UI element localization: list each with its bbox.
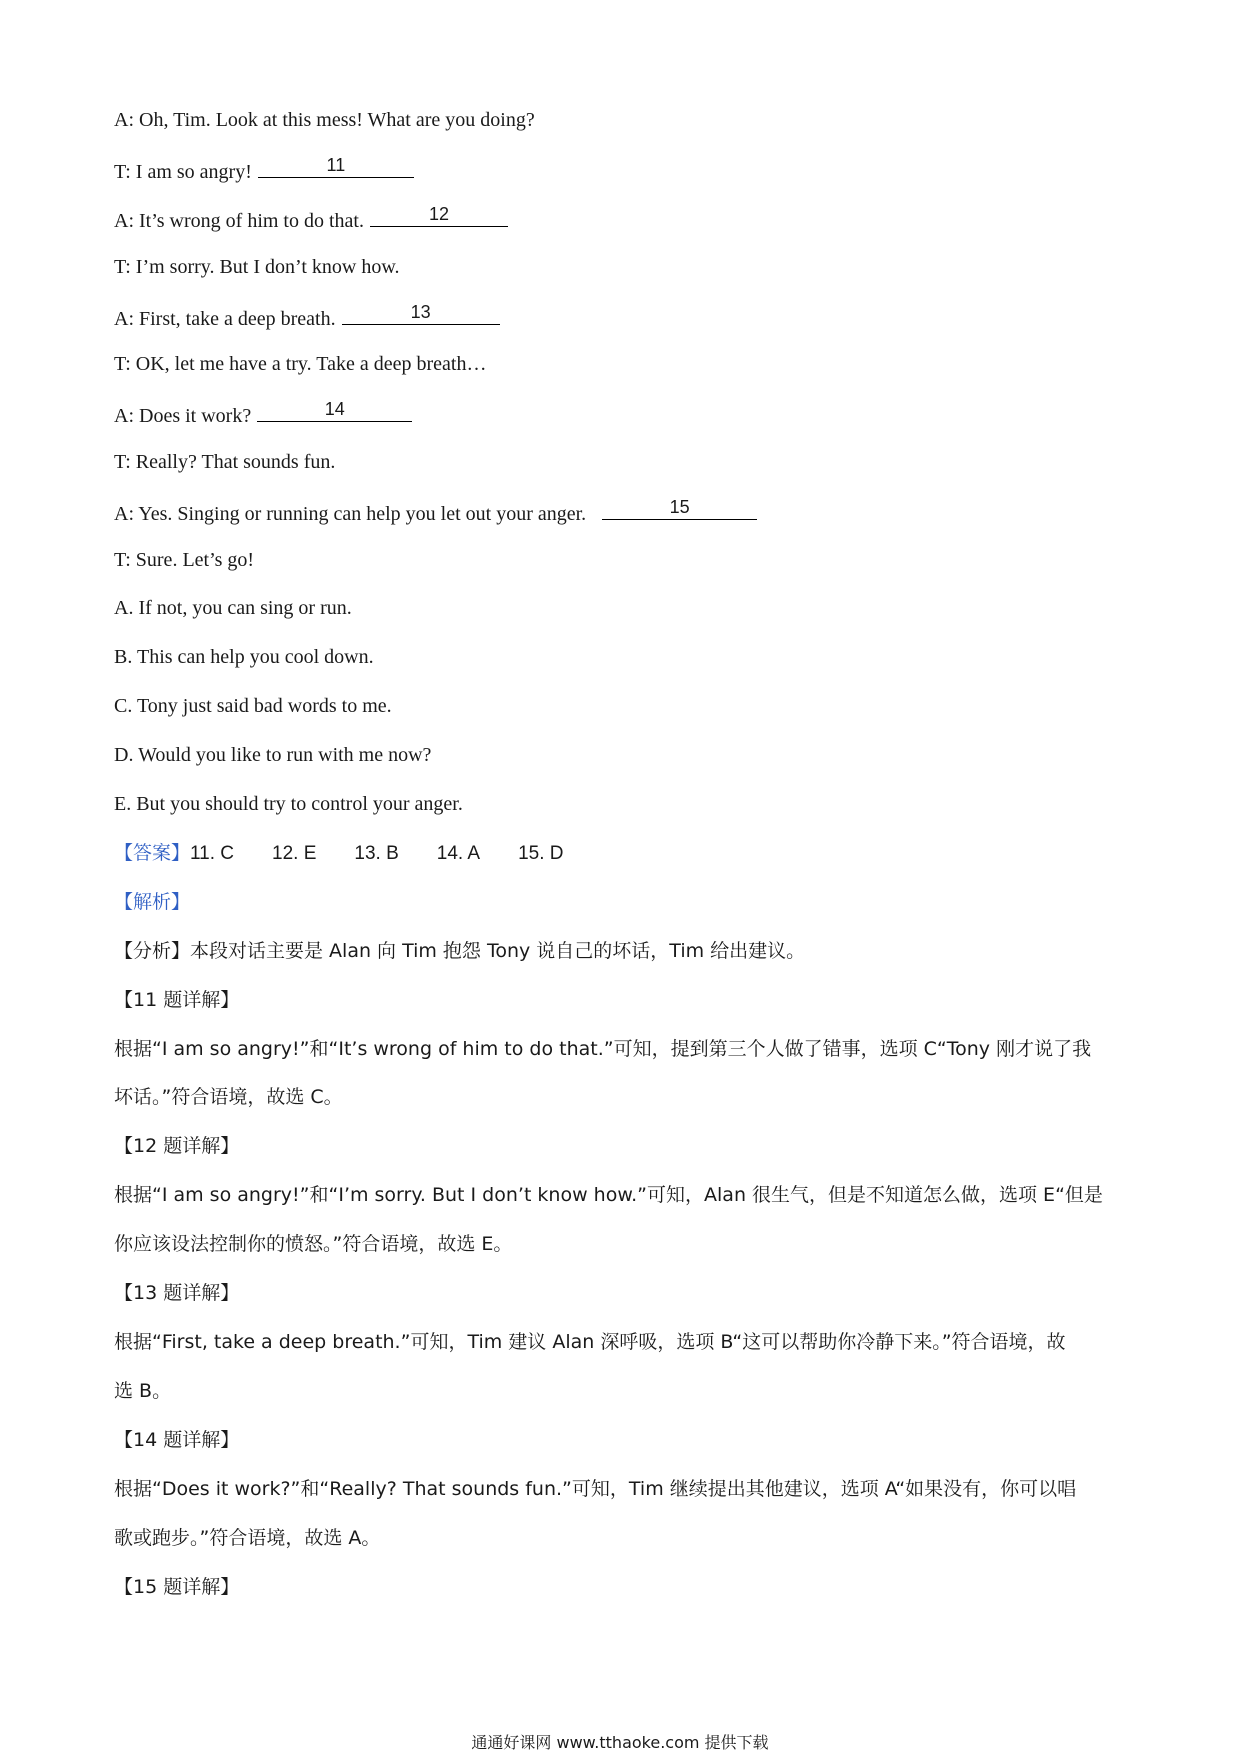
answer-blank: 13	[342, 302, 500, 325]
detail-title-13: 【13 题详解】	[114, 1282, 240, 1304]
detail-title-11: 【11 题详解】	[114, 989, 240, 1011]
answer-item: 13. B	[354, 843, 399, 864]
dialogue-line: T: Sure. Let’s go!	[114, 549, 255, 571]
page-footer: 通通好课网 www.tthaoke.com 提供下载	[471, 1733, 769, 1752]
option-e: E. But you should try to control your anger.	[114, 793, 463, 815]
dialogue-line: A: Oh, Tim. Look at this mess! What are you doing?	[114, 109, 535, 131]
answer-blank: 11	[258, 155, 414, 178]
dialogue-line: T: OK, let me have a try. Take a deep breath…	[114, 353, 487, 375]
detail-text: 根据“I am so angry!”和“I’m sorry. But I don’t know how.”可知，Alan 很生气，但是不知道怎么做，选项 E“但是	[114, 1184, 1103, 1206]
detail-text: 根据“I am so angry!”和“It’s wrong of him to do that.”可知，提到第三个人做了错事，选项 C“Tony 刚才说了我	[114, 1038, 1092, 1060]
dialogue-line: A: First, take a deep breath. 13	[114, 302, 500, 333]
answer-blank: 15	[602, 497, 757, 520]
detail-title-12: 【12 题详解】	[114, 1135, 240, 1157]
answer-blank: 14	[257, 399, 412, 422]
dialogue-line: A: Yes. Singing or running can help you let out your anger. 15	[114, 497, 757, 528]
detail-text: 选 B。	[114, 1380, 172, 1402]
dialogue-line: A: It’s wrong of him to do that. 12	[114, 204, 508, 235]
answer-item: 15. D	[518, 843, 564, 864]
detail-text: 你应该设法控制你的愤怒。”符合语境，故选 E。	[114, 1233, 513, 1255]
answer-row	[114, 839, 602, 868]
option-d: D. Would you like to run with me now?	[114, 744, 432, 766]
answer-label: 【答案】	[114, 842, 191, 864]
answer-item: 14. A	[436, 843, 481, 864]
option-b: B. This can help you cool down.	[114, 646, 374, 668]
answer-item: 12. E	[272, 843, 317, 864]
answer-blank: 12	[370, 204, 508, 227]
analysis-summary: 【分析】本段对话主要是 Alan 向 Tim 抱怨 Tony 说自己的坏话，Tim 给出建议。	[114, 940, 806, 962]
detail-text: 根据“First, take a deep breath.”可知，Tim 建议 Alan 深呼吸，选项 B“这可以帮助你冷静下来。”符合语境，故	[114, 1331, 1066, 1353]
dialogue-line: T: I’m sorry. But I don’t know how.	[114, 256, 400, 278]
answer-item: 11. C	[190, 843, 235, 864]
detail-text: 根据“Does it work?”和“Really? That sounds fun.”可知，Tim 继续提出其他建议，选项 A“如果没有，你可以唱	[114, 1478, 1077, 1500]
detail-title-14: 【14 题详解】	[114, 1429, 240, 1451]
detail-text: 歌或跑步。”符合语境，故选 A。	[114, 1527, 381, 1549]
option-a: A. If not, you can sing or run.	[114, 597, 352, 619]
detail-text: 坏话。”符合语境，故选 C。	[114, 1086, 343, 1108]
dialogue-line: A: Does it work? 14	[114, 399, 412, 430]
analysis-label: 【解析】	[114, 891, 191, 913]
dialogue-line: T: Really? That sounds fun.	[114, 451, 336, 473]
option-c: C. Tony just said bad words to me.	[114, 695, 392, 717]
dialogue-line: T: I am so angry! 11	[114, 155, 414, 186]
detail-title-15: 【15 题详解】	[114, 1576, 240, 1598]
